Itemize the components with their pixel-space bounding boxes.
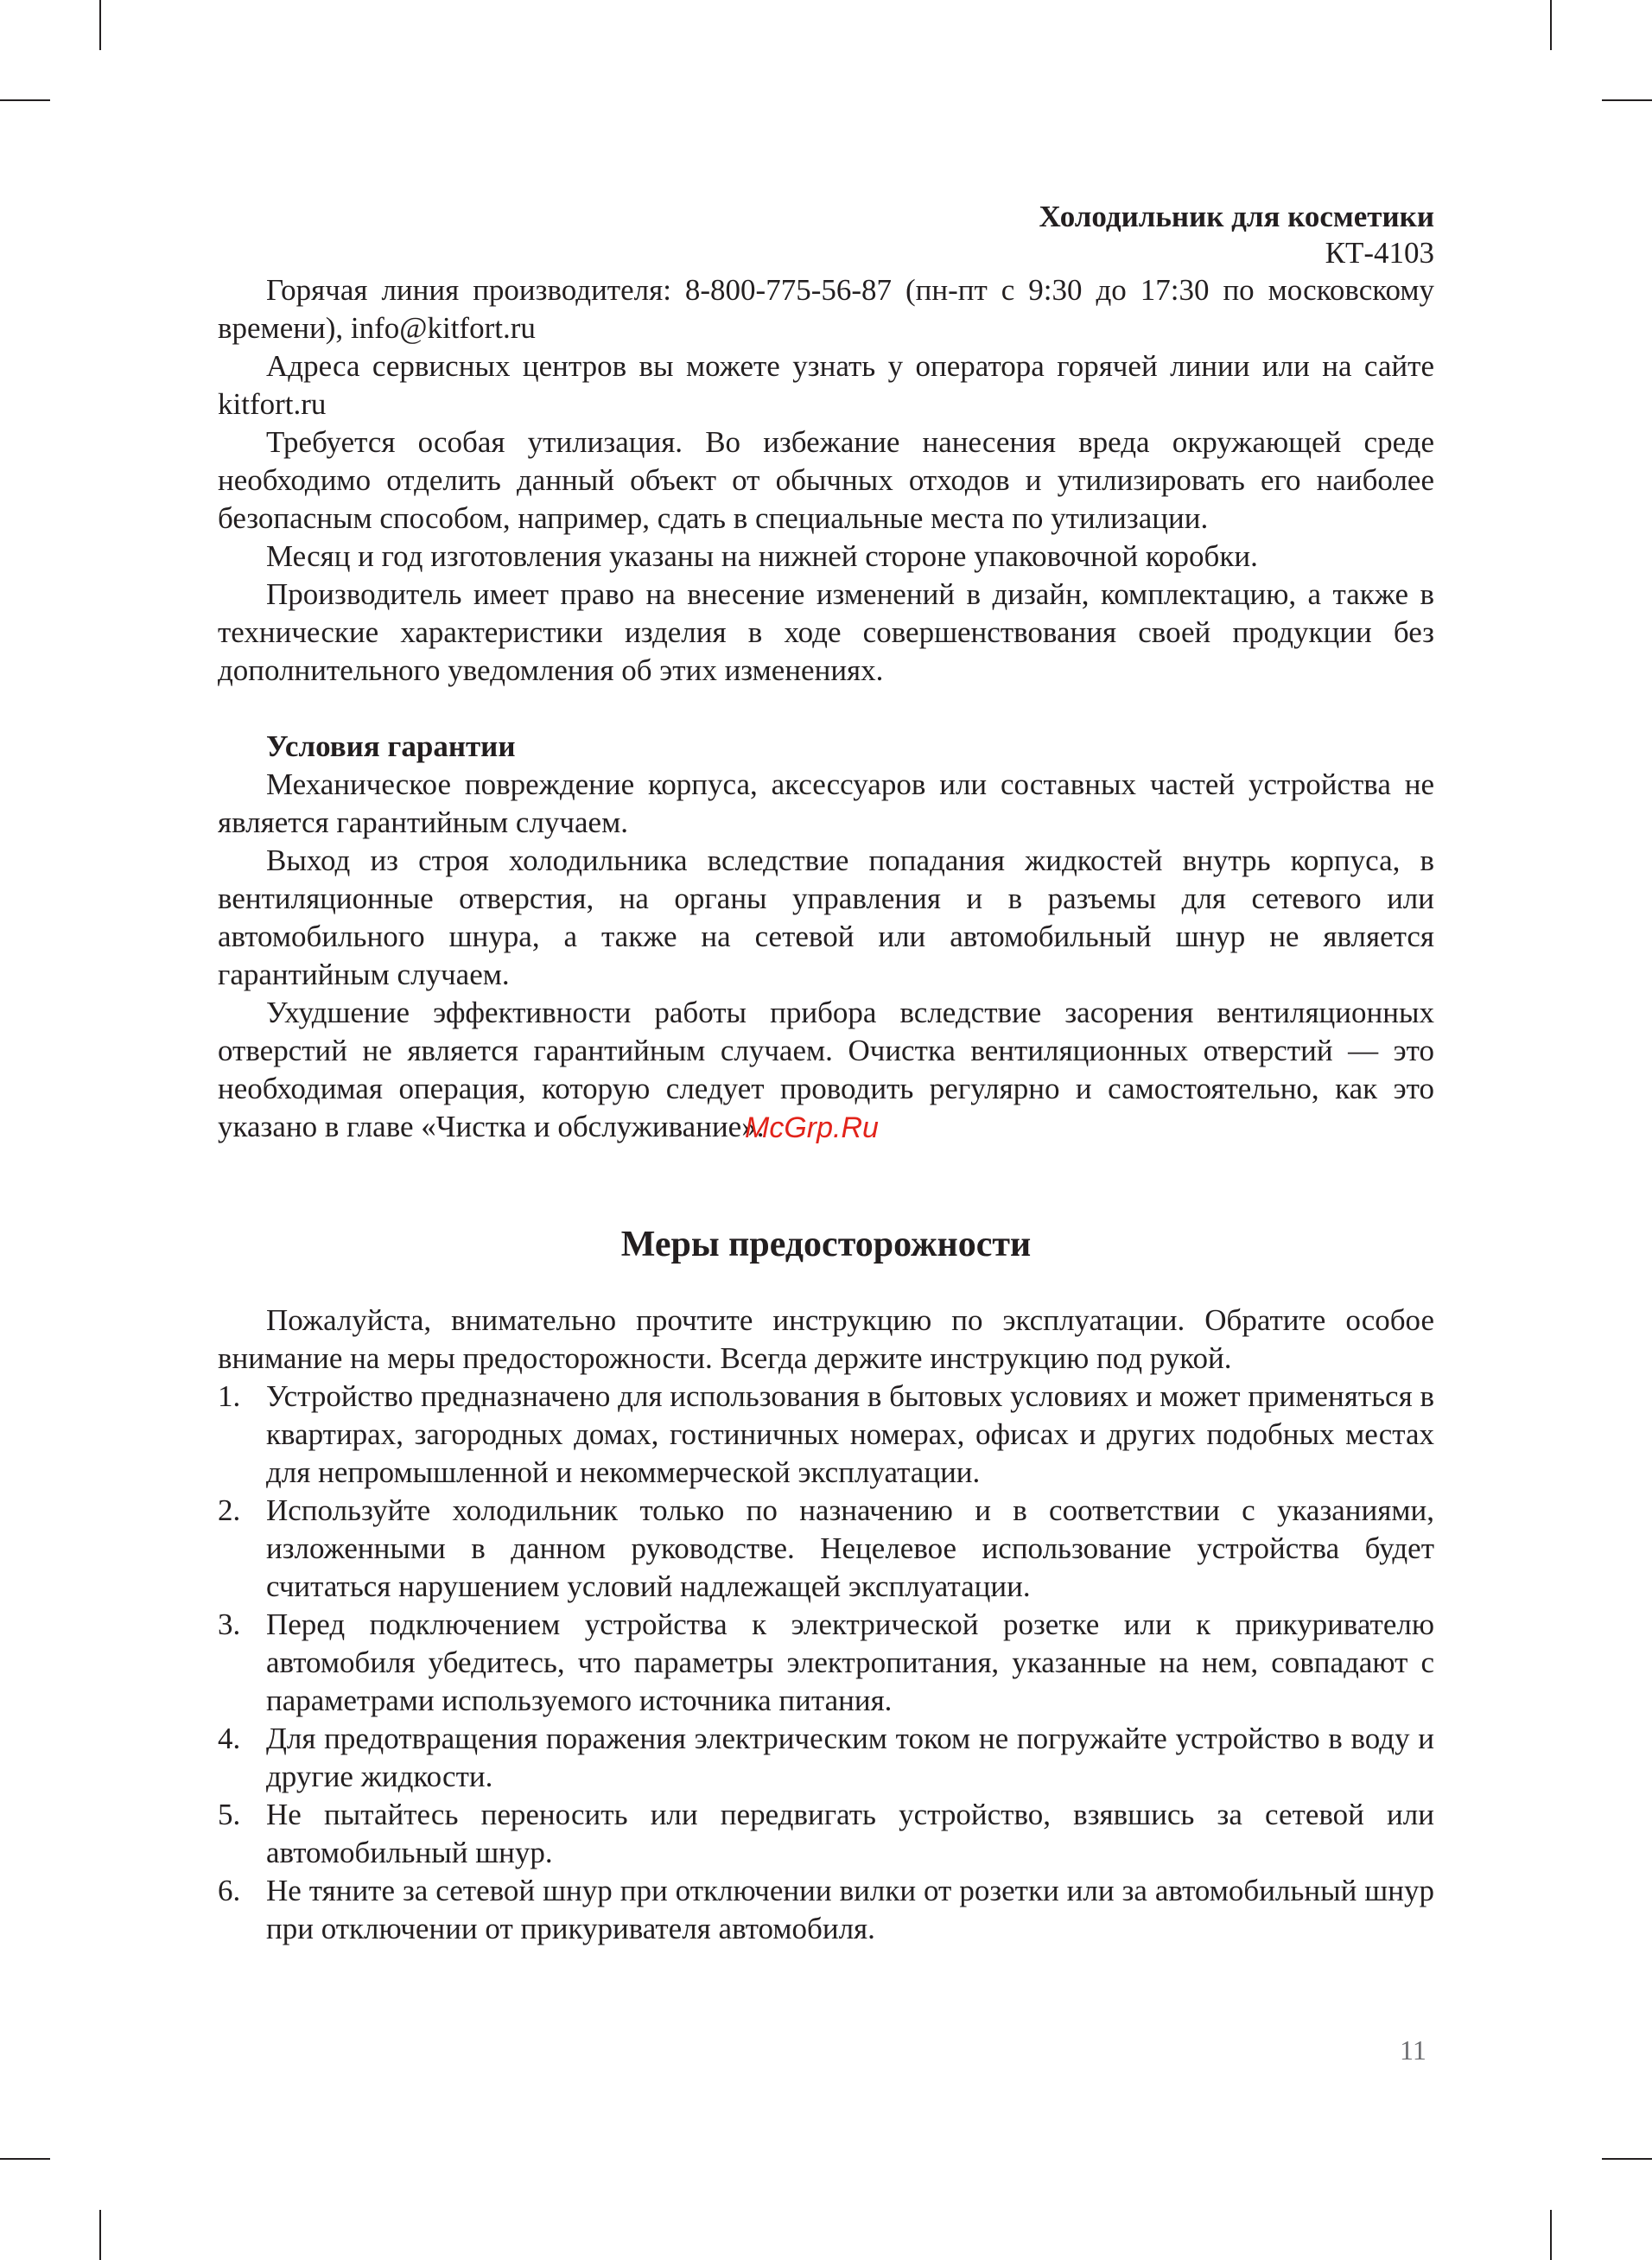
crop-mark-left-top (0, 99, 50, 101)
crop-mark-left-bottom (0, 2158, 50, 2160)
warranty-section (218, 766, 1434, 1146)
list-item-number: 1. (218, 1379, 241, 1413)
list-item-number: 2. (218, 1493, 241, 1527)
product-name: Холодильник для косметики (1039, 200, 1434, 233)
precautions-heading: Меры предосторожности (620, 1225, 1032, 1264)
paragraph-service-centers: Адреса сервисных центров вы можете узнать у оператора горячей линии или на сайте kitfort.ru (218, 349, 1434, 421)
warranty-heading: Условия гарантии (266, 729, 516, 763)
warranty-paragraph: Ухудшение эффективности работы прибора вследствие засорения вентиляционных отверстий не является гарантийным случаем. Очистка вентиляционных отверстий — это необходимая операция, которую следует проводить регулярно и самостоятельно, как это указано в главе «Чистка и обслуживание». (218, 996, 1434, 1143)
running-header (218, 199, 1434, 271)
list-item-text: Для предотвращения поражения электрическим током не погружайте устройство в воду и другие жидкости. (266, 1722, 1434, 1793)
crop-mark-right-bottom (1602, 2158, 1652, 2160)
list-item-number: 3. (218, 1607, 241, 1641)
list-item (218, 1796, 1434, 1872)
precautions-list (218, 1378, 1434, 1948)
list-item-text: Перед подключением устройства к электрической розетке или к прикуривателю автомобиля убедитесь, что параметры электропитания, указанные на нем, совпадают с параметрами используемого источника питания. (266, 1607, 1434, 1717)
list-item-text: Не тяните за сетевой шнур при отключении вилки от розетки или за автомобильный шнур при отключении от прикуривателя автомобиля. (266, 1874, 1434, 1945)
list-item-number: 4. (218, 1722, 241, 1755)
paragraph-disposal: Требуется особая утилизация. Во избежание нанесения вреда окружающей среде необходимо отделить данный объект от обычных отходов и утилизировать его наиболее безопасным способом, например, сдать в специальные места по утилизации. (218, 425, 1434, 535)
list-item-number: 5. (218, 1798, 241, 1831)
list-item-text: Устройство предназначено для использования в бытовых условиях и может применяться в квартирах, загородных домах, гостиничных номерах, офисах и других подобных местах для непромышленной и некоммерческой эксплуатации. (266, 1379, 1434, 1489)
paragraph-changes: Производитель имеет право на внесение изменений в дизайн, комплектацию, а также в технические характеристики изделия в ходе совершенствования своей продукции без дополнительного уведомления об этих изменениях. (218, 577, 1434, 687)
product-model: КТ-4103 (1325, 236, 1434, 270)
warranty-paragraph: Выход из строя холодильника вследствие попадания жидкостей внутрь корпуса, в вентиляционные отверстия, на органы управления и в разъемы для сетевого или автомобильного шнура, а также на сетевой или автомобильный шнур не является гарантийным случаем. (218, 844, 1434, 991)
paragraph-hotline: Горячая линия производителя: 8-800-775-56-87 (пн-пт с 9:30 до 17:30 по московскому времени), info@kitfort.ru (218, 273, 1434, 345)
page-number: 11 (1400, 2034, 1426, 2066)
page-content (218, 199, 1434, 1948)
precautions-intro: Пожалуйста, внимательно прочтите инструкцию по эксплуатации. Обратите особое внимание на меры предосторожности. Всегда держите инструкцию под рукой. (218, 1303, 1434, 1375)
list-item (218, 1720, 1434, 1796)
crop-mark-bottom-left (99, 2210, 101, 2260)
crop-mark-bottom-right (1550, 2210, 1552, 2260)
list-item (218, 1378, 1434, 1492)
paragraph-manufacture-date: Месяц и год изготовления указаны на нижней стороне упаковочной коробки. (266, 539, 1258, 573)
watermark: McGrp.Ru (745, 1111, 879, 1144)
warranty-paragraph: Механическое повреждение корпуса, аксессуаров или составных частей устройства не является гарантийным случаем. (218, 767, 1434, 839)
intro-section (218, 271, 1434, 690)
list-item (218, 1606, 1434, 1720)
list-item-text: Используйте холодильник только по назначению и в соответствии с указаниями, изложенными в данном руководстве. Нецелевое использование устройства будет считаться нарушением условий надлежащей эксплуатации. (266, 1493, 1434, 1603)
crop-mark-right-top (1602, 99, 1652, 101)
list-item-text: Не пытайтесь переносить или передвигать устройство, взявшись за сетевой или автомобильный шнур. (266, 1798, 1434, 1869)
crop-mark-top-left (99, 0, 101, 50)
list-item (218, 1872, 1434, 1948)
crop-mark-top-right (1550, 0, 1552, 50)
list-item-number: 6. (218, 1874, 241, 1907)
list-item (218, 1492, 1434, 1606)
